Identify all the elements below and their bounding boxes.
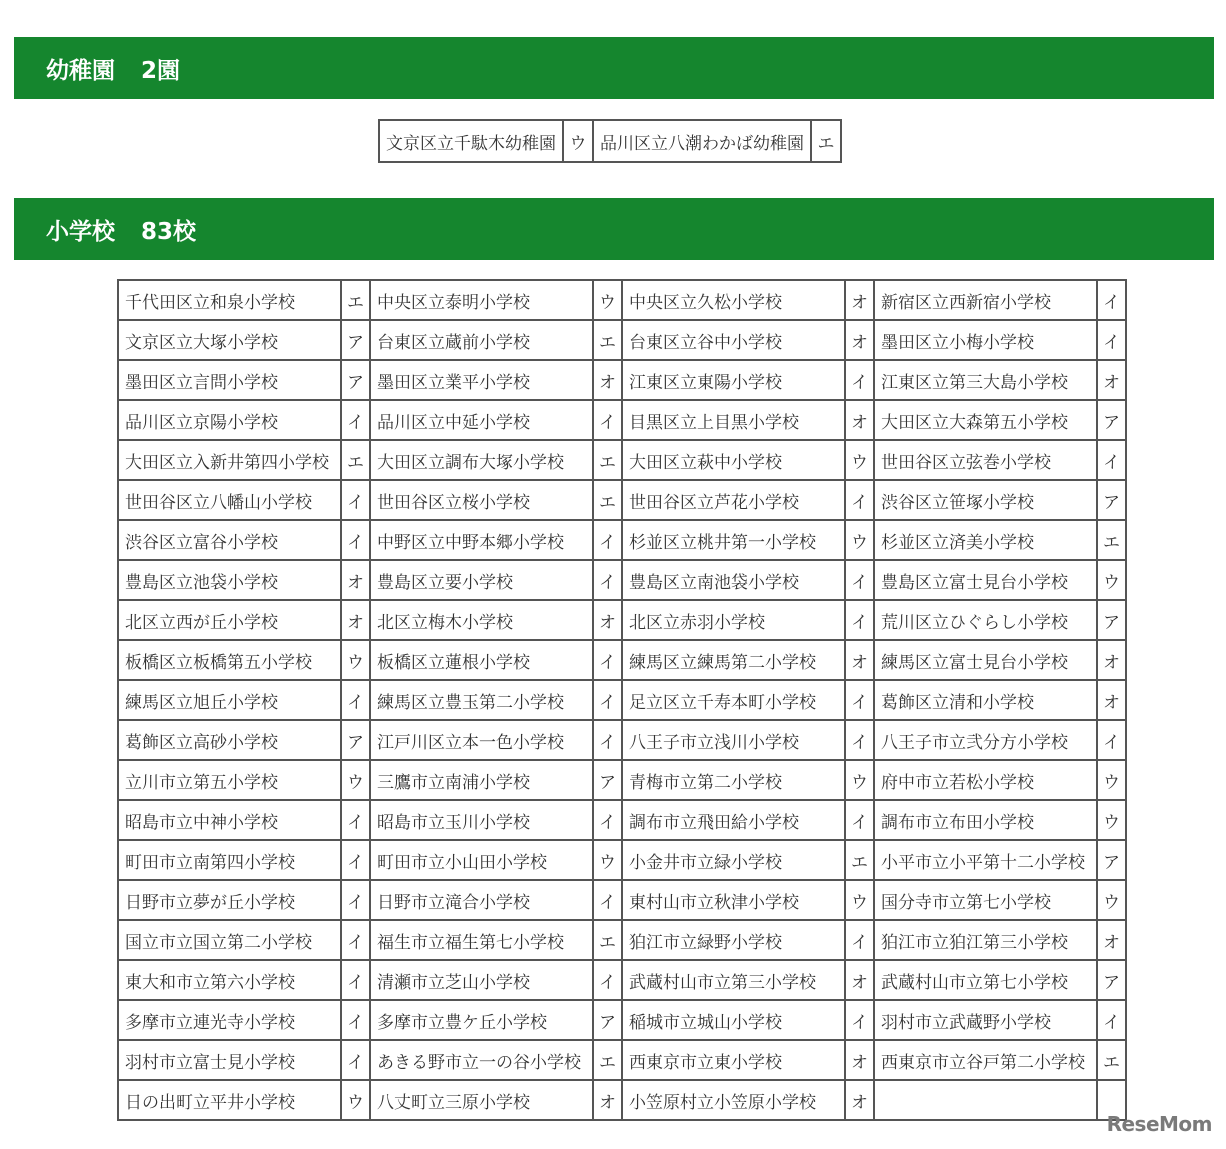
grade-cell: オ	[845, 960, 874, 1000]
table-row	[118, 800, 1126, 840]
grade-cell: エ	[593, 920, 622, 960]
school-name: 羽村市立富士見小学校	[118, 1040, 341, 1080]
grade-cell: ア	[341, 360, 370, 400]
grade-cell: イ	[845, 480, 874, 520]
table-row	[118, 880, 1126, 920]
grade-cell: オ	[1097, 680, 1126, 720]
grade-cell: イ	[593, 680, 622, 720]
grade-cell: ア	[1097, 960, 1126, 1000]
grade-cell: オ	[1097, 640, 1126, 680]
grade-cell: イ	[341, 1000, 370, 1040]
school-name: 品川区立八潮わかば幼稚園	[593, 120, 811, 162]
grade-cell: イ	[341, 920, 370, 960]
grade-cell: ウ	[845, 440, 874, 480]
table-row	[118, 1080, 1126, 1120]
table-row	[118, 520, 1126, 560]
grade-cell: エ	[341, 280, 370, 320]
school-name: 文京区立千駄木幼稚園	[379, 120, 563, 162]
grade-cell: ウ	[341, 1080, 370, 1120]
grade-cell: イ	[845, 800, 874, 840]
grade-cell: オ	[341, 600, 370, 640]
grade-cell: ア	[1097, 840, 1126, 880]
grade-cell: オ	[341, 560, 370, 600]
grade-cell: ア	[593, 1000, 622, 1040]
school-name: 町田市立南第四小学校	[118, 840, 341, 880]
elementary-section-header	[14, 198, 1214, 260]
school-name: 練馬区立練馬第二小学校	[622, 640, 845, 680]
grade-cell: オ	[845, 640, 874, 680]
school-name: 国立市立国立第二小学校	[118, 920, 341, 960]
grade-cell: イ	[1097, 320, 1126, 360]
grade-cell: ウ	[845, 760, 874, 800]
grade-cell: エ	[811, 120, 841, 162]
school-name: 渋谷区立笹塚小学校	[874, 480, 1097, 520]
grade-cell: エ	[341, 440, 370, 480]
grade-cell: エ	[593, 440, 622, 480]
grade-cell: ア	[593, 760, 622, 800]
school-name: 目黒区立上目黒小学校	[622, 400, 845, 440]
grade-cell: イ	[341, 520, 370, 560]
school-name: 墨田区立業平小学校	[370, 360, 593, 400]
school-name: 北区立梅木小学校	[370, 600, 593, 640]
grade-cell: イ	[593, 640, 622, 680]
grade-cell: オ	[845, 1040, 874, 1080]
school-name: 日野市立滝合小学校	[370, 880, 593, 920]
grade-cell: オ	[1097, 920, 1126, 960]
grade-cell: イ	[341, 480, 370, 520]
grade-cell: イ	[341, 880, 370, 920]
grade-cell: ウ	[1097, 880, 1126, 920]
grade-cell: オ	[845, 1080, 874, 1120]
grade-cell: イ	[593, 520, 622, 560]
school-name: 八王子市立弐分方小学校	[874, 720, 1097, 760]
school-name: 小金井市立緑小学校	[622, 840, 845, 880]
school-name: 練馬区立富士見台小学校	[874, 640, 1097, 680]
grade-cell: オ	[1097, 360, 1126, 400]
school-name: 清瀬市立芝山小学校	[370, 960, 593, 1000]
school-name: 江戸川区立本一色小学校	[370, 720, 593, 760]
kindergarten-section-header	[14, 37, 1214, 99]
grade-cell: ア	[341, 320, 370, 360]
grade-cell: ウ	[845, 880, 874, 920]
elementary-label: 小学校	[46, 218, 115, 245]
school-name: 大田区立調布大塚小学校	[370, 440, 593, 480]
grade-cell: ウ	[845, 520, 874, 560]
school-name: 府中市立若松小学校	[874, 760, 1097, 800]
grade-cell: イ	[593, 560, 622, 600]
grade-cell: イ	[341, 1040, 370, 1080]
grade-cell: ウ	[593, 840, 622, 880]
school-name: 練馬区立豊玉第二小学校	[370, 680, 593, 720]
school-name: 世田谷区立弦巻小学校	[874, 440, 1097, 480]
grade-cell: ウ	[593, 280, 622, 320]
school-name: 立川市立第五小学校	[118, 760, 341, 800]
grade-cell: ウ	[341, 640, 370, 680]
grade-cell: イ	[341, 960, 370, 1000]
grade-cell: オ	[593, 600, 622, 640]
school-name: 荒川区立ひぐらし小学校	[874, 600, 1097, 640]
table-row	[118, 560, 1126, 600]
school-name: 杉並区立桃井第一小学校	[622, 520, 845, 560]
table-row	[118, 760, 1126, 800]
school-name: 西東京市立東小学校	[622, 1040, 845, 1080]
table-row	[118, 680, 1126, 720]
school-name: 江東区立第三大島小学校	[874, 360, 1097, 400]
school-name: 板橋区立蓮根小学校	[370, 640, 593, 680]
grade-cell: イ	[593, 880, 622, 920]
school-name: 国分寺市立第七小学校	[874, 880, 1097, 920]
school-name: 西東京市立谷戸第二小学校	[874, 1040, 1097, 1080]
grade-cell: ア	[1097, 400, 1126, 440]
grade-cell: オ	[593, 360, 622, 400]
grade-cell: イ	[1097, 1000, 1126, 1040]
school-name: 千代田区立和泉小学校	[118, 280, 341, 320]
grade-cell: イ	[845, 720, 874, 760]
grade-cell: イ	[593, 960, 622, 1000]
school-name: 練馬区立旭丘小学校	[118, 680, 341, 720]
grade-cell: イ	[845, 1000, 874, 1040]
school-name: 狛江市立狛江第三小学校	[874, 920, 1097, 960]
school-name: 品川区立中延小学校	[370, 400, 593, 440]
grade-cell: イ	[1097, 440, 1126, 480]
table-row	[118, 920, 1126, 960]
grade-cell: ア	[341, 720, 370, 760]
school-name: 北区立赤羽小学校	[622, 600, 845, 640]
table-row	[118, 960, 1126, 1000]
school-name: 小笠原村立小笠原小学校	[622, 1080, 845, 1120]
grade-cell: イ	[845, 560, 874, 600]
grade-cell: エ	[593, 1040, 622, 1080]
table-row	[118, 440, 1126, 480]
grade-cell: イ	[845, 920, 874, 960]
grade-cell: イ	[845, 360, 874, 400]
grade-cell: ウ	[1097, 560, 1126, 600]
kindergarten-label: 幼稚園	[46, 57, 115, 84]
grade-cell: イ	[593, 400, 622, 440]
school-name: 葛飾区立高砂小学校	[118, 720, 341, 760]
school-name: 墨田区立言問小学校	[118, 360, 341, 400]
elementary-table	[117, 279, 1127, 1121]
grade-cell: エ	[845, 840, 874, 880]
school-name: 新宿区立西新宿小学校	[874, 280, 1097, 320]
elementary-count: 83校	[141, 218, 197, 245]
grade-cell: イ	[341, 840, 370, 880]
school-name: 中央区立泰明小学校	[370, 280, 593, 320]
school-name: 小平市立小平第十二小学校	[874, 840, 1097, 880]
school-name: 武蔵村山市立第三小学校	[622, 960, 845, 1000]
school-name: 文京区立大塚小学校	[118, 320, 341, 360]
school-name: 稲城市立城山小学校	[622, 1000, 845, 1040]
table-row	[118, 320, 1126, 360]
grade-cell: ウ	[1097, 800, 1126, 840]
table-row	[379, 120, 841, 162]
grade-cell: オ	[845, 400, 874, 440]
table-row	[118, 840, 1126, 880]
table-row	[118, 400, 1126, 440]
school-name: 狛江市立緑野小学校	[622, 920, 845, 960]
school-name: 足立区立千寿本町小学校	[622, 680, 845, 720]
grade-cell: ウ	[341, 760, 370, 800]
grade-cell: ア	[1097, 600, 1126, 640]
grade-cell: エ	[593, 480, 622, 520]
school-name: 町田市立小山田小学校	[370, 840, 593, 880]
school-name: 台東区立蔵前小学校	[370, 320, 593, 360]
school-name: 世田谷区立八幡山小学校	[118, 480, 341, 520]
school-name: あきる野市立一の谷小学校	[370, 1040, 593, 1080]
school-name: 世田谷区立芦花小学校	[622, 480, 845, 520]
school-name: 大田区立大森第五小学校	[874, 400, 1097, 440]
grade-cell: イ	[341, 400, 370, 440]
table-row	[118, 280, 1126, 320]
school-name: 青梅市立第二小学校	[622, 760, 845, 800]
school-name: 日の出町立平井小学校	[118, 1080, 341, 1120]
school-name: 豊島区立池袋小学校	[118, 560, 341, 600]
kindergarten-table	[378, 119, 842, 163]
school-name: 東大和市立第六小学校	[118, 960, 341, 1000]
grade-cell: エ	[1097, 1040, 1126, 1080]
school-name: 大田区立萩中小学校	[622, 440, 845, 480]
school-name: 羽村市立武蔵野小学校	[874, 1000, 1097, 1040]
school-name: 渋谷区立富谷小学校	[118, 520, 341, 560]
school-name: 大田区立入新井第四小学校	[118, 440, 341, 480]
school-name: 品川区立京陽小学校	[118, 400, 341, 440]
grade-cell: ア	[1097, 480, 1126, 520]
school-name: 台東区立谷中小学校	[622, 320, 845, 360]
school-name: 中野区立中野本郷小学校	[370, 520, 593, 560]
grade-cell: エ	[1097, 520, 1126, 560]
grade-cell: ウ	[563, 120, 593, 162]
table-row	[118, 1000, 1126, 1040]
grade-cell: イ	[593, 720, 622, 760]
grade-cell: イ	[1097, 280, 1126, 320]
school-name: 北区立西が丘小学校	[118, 600, 341, 640]
school-name: 三鷹市立南浦小学校	[370, 760, 593, 800]
school-name	[874, 1080, 1097, 1120]
school-name: 昭島市立中神小学校	[118, 800, 341, 840]
table-row	[118, 1040, 1126, 1080]
school-name: 世田谷区立桜小学校	[370, 480, 593, 520]
school-name: 昭島市立玉川小学校	[370, 800, 593, 840]
grade-cell: イ	[1097, 720, 1126, 760]
grade-cell: イ	[341, 800, 370, 840]
school-name: 中央区立久松小学校	[622, 280, 845, 320]
grade-cell: イ	[845, 600, 874, 640]
table-row	[118, 480, 1126, 520]
school-name: 墨田区立小梅小学校	[874, 320, 1097, 360]
school-name: 福生市立福生第七小学校	[370, 920, 593, 960]
table-row	[118, 360, 1126, 400]
grade-cell: エ	[593, 320, 622, 360]
school-name: 板橋区立板橋第五小学校	[118, 640, 341, 680]
school-name: 八丈町立三原小学校	[370, 1080, 593, 1120]
school-name: 八王子市立浅川小学校	[622, 720, 845, 760]
school-name: 江東区立東陽小学校	[622, 360, 845, 400]
grade-cell: オ	[593, 1080, 622, 1120]
school-name: 調布市立飛田給小学校	[622, 800, 845, 840]
school-name: 豊島区立富士見台小学校	[874, 560, 1097, 600]
grade-cell: イ	[845, 680, 874, 720]
table-row	[118, 640, 1126, 680]
school-name: 武蔵村山市立第七小学校	[874, 960, 1097, 1000]
resemom-logo: ReseMom	[1106, 1112, 1212, 1136]
school-name: 豊島区立要小学校	[370, 560, 593, 600]
table-row	[118, 600, 1126, 640]
grade-cell: イ	[593, 800, 622, 840]
grade-cell: オ	[845, 280, 874, 320]
school-name: 葛飾区立清和小学校	[874, 680, 1097, 720]
grade-cell: イ	[341, 680, 370, 720]
school-name: 多摩市立豊ケ丘小学校	[370, 1000, 593, 1040]
school-name: 東村山市立秋津小学校	[622, 880, 845, 920]
school-name: 豊島区立南池袋小学校	[622, 560, 845, 600]
school-name: 多摩市立連光寺小学校	[118, 1000, 341, 1040]
grade-cell: オ	[845, 320, 874, 360]
grade-cell: ウ	[1097, 760, 1126, 800]
school-name: 杉並区立済美小学校	[874, 520, 1097, 560]
school-name: 調布市立布田小学校	[874, 800, 1097, 840]
table-row	[118, 720, 1126, 760]
school-name: 日野市立夢が丘小学校	[118, 880, 341, 920]
kindergarten-count: 2園	[141, 57, 181, 84]
